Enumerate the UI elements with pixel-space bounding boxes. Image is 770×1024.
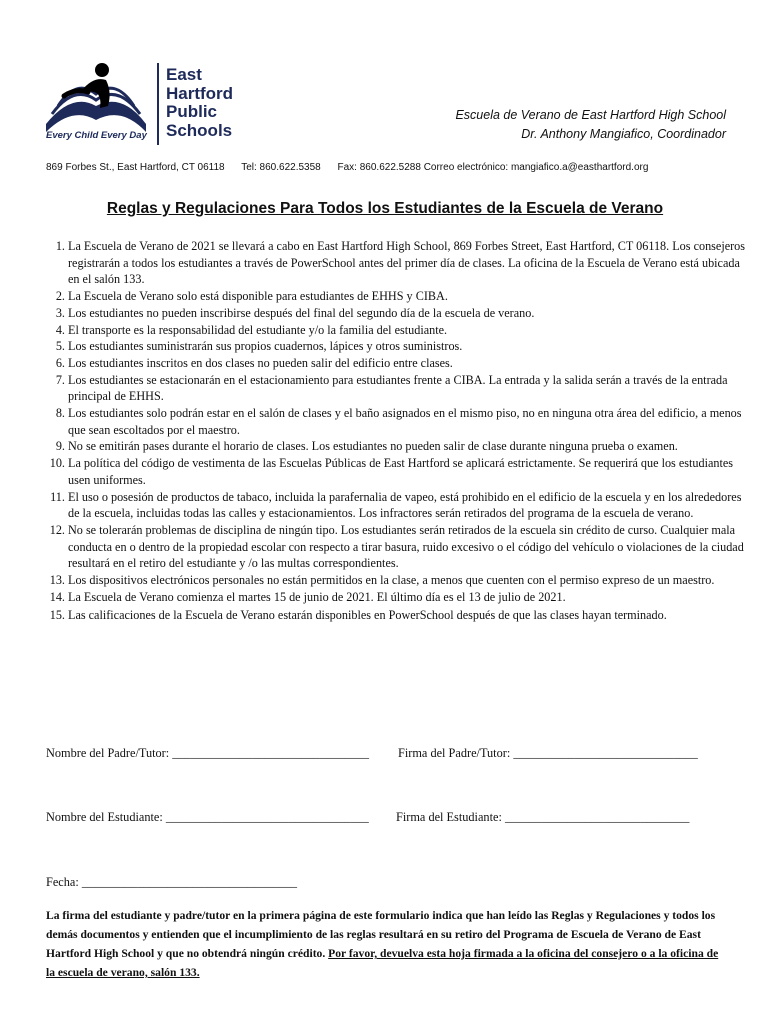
coordinator-name: Dr. Anthony Mangiafico, Coordinador xyxy=(521,127,726,141)
fax-email: Fax: 860.622.5288 Correo electrónico: mangiafico.a@easthartford.org xyxy=(337,162,649,173)
rule-item: 14. La Escuela de Verano comienza el martes 15 de junio de 2021. El último día es el 13 de julio de 2021. xyxy=(68,589,750,606)
telephone: Tel: 860.622.5358 xyxy=(241,162,321,173)
rule-item: 12. No se tolerarán problemas de disciplina de ningún tipo. Los estudiantes serán retirados de la escuela sin crédito de curso. Cualquier mala conducta en o dentro de la propiedad escolar con respecto a tirar basura, ruido excesivo o el código del vehículo o violaciones de la ciudad resultará en el retiro del estudiante y /o las multas correspondientes. xyxy=(68,522,750,572)
rule-item: 4. El transporte es la responsabilidad del estudiante y/o la familia del estudiante. xyxy=(68,322,750,339)
rule-item: 3. Los estudiantes no pueden inscribirse después del final del segundo día de la escuela de verano. xyxy=(68,305,750,322)
rule-item: 8. Los estudiantes solo podrán estar en el salón de clases y el baño asignados en el mismo piso, no en ninguna otra área del edificio, a menos que sean escoltados por el maestro. xyxy=(68,405,750,438)
date-field[interactable]: Fecha: ___________________________________ xyxy=(46,875,298,889)
notice-instruction: Por favor, devuelva esta hoja firmada a la oficina del consejero o a la oficina de la escuela de verano, salón 133. xyxy=(46,947,719,979)
signature-notice xyxy=(46,906,730,982)
page-title: Reglas y Regulaciones Para Todos los Estudiantes de la Escuela de Verano xyxy=(106,200,664,217)
rule-item: 11. El uso o posesión de productos de tabaco, incluida la parafernalia de vapeo, está prohibido en el edificio de la escuela y en los alrededores de la escuela, incluidas todas las calles y estacionamientos. Los infractores serán retirados del programa de la escuela de verano. xyxy=(68,489,750,522)
rule-item: 15. Las calificaciones de la Escuela de Verano estarán disponibles en PowerSchool después de que las clases hayan terminado. xyxy=(68,605,750,626)
rule-item: 7. Los estudiantes se estacionarán en el estacionamiento para estudiantes frente a CIBA. La entrada y la salida serán a través de la entrada principal de EHHS. xyxy=(68,372,750,405)
school-info xyxy=(455,106,726,144)
address: 869 Forbes St., East Hartford, CT 06118 xyxy=(46,162,225,173)
district-name: East Hartford Public Schools xyxy=(166,65,234,140)
rule-item: 10. La política del código de vestimenta de las Escuelas Públicas de East Hartford se aplicará estrictamente. Se requerirá que los estudiantes usen uniformes. xyxy=(68,455,750,488)
rule-item: 6. Los estudiantes inscritos en dos clases no pueden salir del edificio entre clases. xyxy=(68,355,750,372)
notice-text: La firma del estudiante y padre/tutor en la primera página de este formulario indica que han leído las Reglas y Regulaciones y todos los demás documentos y entienden que el incumplimiento de las reglas resultará en su retiro del Programa de Escuela de Verano de East Hartford High School y que no obtendrá ningún crédito. xyxy=(46,909,716,960)
contact-line xyxy=(46,162,662,173)
rule-item: 5. Los estudiantes suministrarán sus propios cuadernos, lápices y otros suministros. xyxy=(68,338,750,355)
rules-list xyxy=(46,238,750,626)
school-name: Escuela de Verano de East Hartford High School xyxy=(455,108,726,122)
rule-item: 13. Los dispositivos electrónicos personales no están permitidos en la clase, a menos que cuenten con el permiso expreso de un maestro. xyxy=(68,572,750,589)
rule-item: 1. La Escuela de Verano de 2021 se llevará a cabo en East Hartford High School, 869 Forbes Street, East Hartford, CT 06118. Los consejeros registrarán a todos los estudiantes a través de PowerSchool antes del primer día de clases. La oficina de la Escuela de Verano está ubicada en el salón 133. xyxy=(68,238,750,288)
parent-name-field[interactable]: Nombre del Padre/Tutor: ________________________________ xyxy=(46,746,370,760)
logo-divider xyxy=(157,63,159,145)
rule-item: 9. No se emitirán pases durante el horario de clases. Los estudiantes no pueden salir de clase durante ninguna prueba o examen. xyxy=(68,438,750,455)
rule-item: 2. La Escuela de Verano solo está disponible para estudiantes de EHHS y CIBA. xyxy=(68,288,750,305)
logo-tagline: Every Child Every Day xyxy=(46,130,147,141)
parent-signature-field[interactable]: Firma del Padre/Tutor: ______________________________ xyxy=(398,746,698,760)
student-signature-field[interactable]: Firma del Estudiante: ______________________________ xyxy=(396,810,690,824)
student-name-field[interactable]: Nombre del Estudiante: _________________________________ xyxy=(46,810,369,824)
